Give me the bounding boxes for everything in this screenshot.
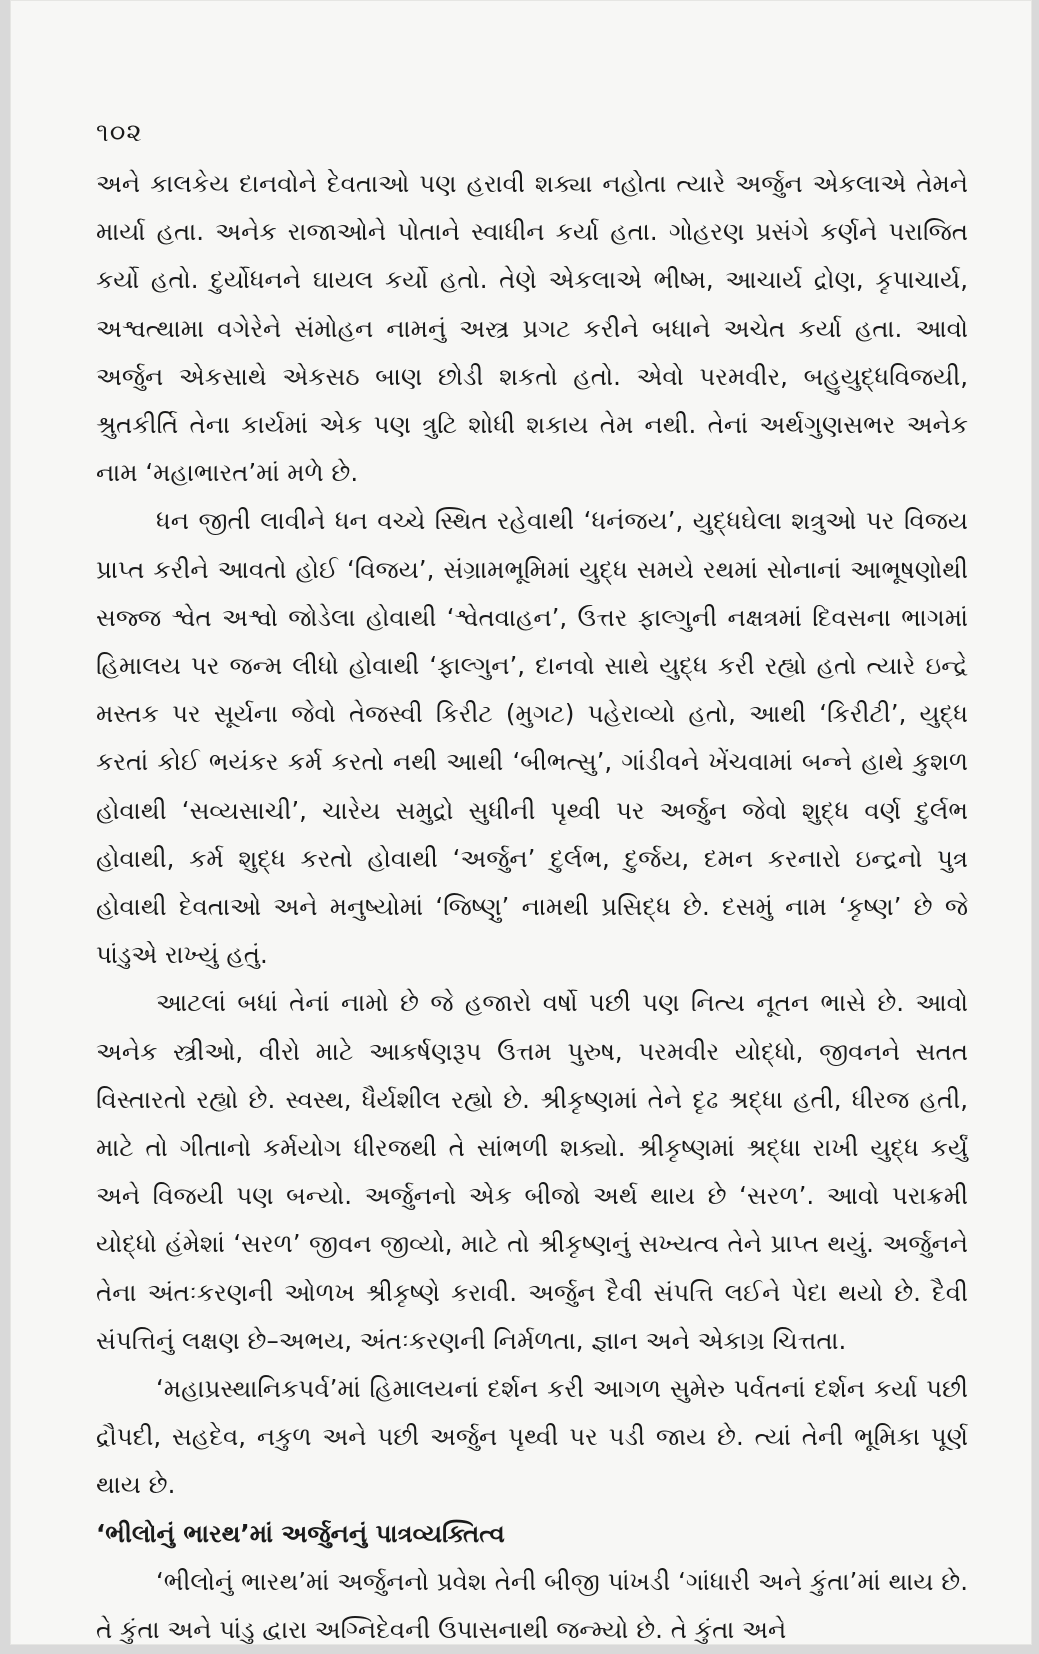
page-number: ૧૦૨ (96, 118, 143, 148)
paragraph-mahaprasthanik-parva: ‘મહાપ્રસ્થાનિકપર્વ’માં હિમાલયનાં દર્શન કરી આગળ સુમેરુ પર્વતનાં દર્શન કર્યા પછી દ્રૌપદી, સહદેવ, નકુળ અને પછી અર્જુન પૃથ્વી પર પડી જાય છે. ત્યાં તેની ભૂમિકા પૂર્ણ થાય છે. (96, 1374, 968, 1500)
paragraph-arjuna-deeds: અને કાલકેય દાનવોને દેવતાઓ પણ હરાવી શક્યા નહોતા ત્યારે અર્જુન એકલાએ તેમને માર્યા હતા. અનેક રાજાઓને પોતાને સ્વાધીન કર્યા હતા. ગોહરણ પ્રસંગે કર્ણને પરાજિત કર્યો હતો. દુર્યોધનને ઘાયલ કર્યો હતો. તેણે એકલાએ ભીષ્મ, આચાર્ય દ્રોણ, કૃપાચાર્ય, અશ્વત્થામા વગેરેને સંમોહન નામનું અસ્ત્ર પ્રગટ કરીને બધાને અચેત કર્યા હતા. આવો અર્જુન એકસાથે એકસઠ બાણ છોડી શકતો હતો. એવો પરમવીર, બહુયુદ્ધવિજયી, શ્રુતકીર્તિ તેના કાર્યમાં એક પણ ત્રુટિ શોધી શકાય તેમ નથી. તેનાં અર્થગુણસભર અનેક નામ ‘મહાભારત’માં મળે છે. (96, 169, 968, 488)
paragraph-arjuna-names: ધન જીતી લાવીને ધન વચ્ચે સ્થિત રહેવાથી ‘ધનંજય’, યુદ્ધઘેલા શત્રુઓ પર વિજય પ્રાપ્ત કરીને આવતો હોઈ ‘વિજય’, સંગ્રામભૂમિમાં યુદ્ધ સમયે રથમાં સોનાનાં આભૂષણોથી સજ્જ શ્વેત અશ્વો જોડેલા હોવાથી ‘શ્વેતવાહન’, ઉત્તર ફાલ્ગુની નક્ષત્રમાં દિવસના ભાગમાં હિમાલય પર જન્મ લીધો હોવાથી ‘ફાલ્ગુન’, દાનવો સાથે યુદ્ધ કરી રહ્યો હતો ત્યારે ઇન્દ્રે મસ્તક પર સૂર્યના જેવો તેજસ્વી કિરીટ (મુગટ) પહેરાવ્યો હતો, આથી ‘કિરીટી’, યુદ્ધ કરતાં કોઈ ભયંકર કર્મ કરતો નથી આથી ‘બીભત્સુ’, ગાંડીવને ખેંચવામાં બન્ને હાથે કુશળ હોવાથી ‘સવ્યસાચી’, ચારેય સમુદ્રો સુધીની પૃથ્વી પર અર્જુન જેવો શુદ્ધ વર્ણ દુર્લભ હોવાથી, કર્મ શુદ્ધ કરતો હોવાથી ‘અર્જુન’ દુર્લભ, દુર્જય, દમન કરનારો ઇન્દ્રનો પુત્ર હોવાથી દેવતાઓ અને મનુષ્યોમાં ‘જિષ્ણુ’ નામથી પ્રસિદ્ધ છે. દસમું નામ ‘કૃષ્ણ’ છે જે પાંડુએ રાખ્યું હતું. (96, 506, 968, 970)
page-text (96, 160, 968, 1654)
book-page (10, 0, 1032, 1645)
paragraph-arjuna-character: આટલાં બધાં તેનાં નામો છે જે હજારો વર્ષો પછી પણ નિત્ય નૂતન ભાસે છે. આવો અનેક સ્ત્રીઓ, વીરો માટે આકર્ષણરૂપ ઉત્તમ પુરુષ, પરમવીર યોદ્ધો, જીવનને સતત વિસ્તારતો રહ્યો છે. સ્વસ્થ, ધૈર્યશીલ રહ્યો છે. શ્રીકૃષ્ણમાં તેને દૃઢ શ્રદ્ધા હતી, ધીરજ હતી, માટે તો ગીતાનો કર્મયોગ ધીરજથી તે સાંભળી શક્યો. શ્રીકૃષ્ણમાં શ્રદ્ધા રાખી યુદ્ધ કર્યું અને વિજયી પણ બન્યો. અર્જુનનો એક બીજો અર્થ થાય છે ‘સરળ’. આવો પરાક્રમી યોદ્ધો હંમેશાં ‘સરળ’ જીવન જીવ્યો, માટે તો શ્રીકૃષ્ણનું સખ્યત્વ તેને પ્રાપ્ત થયું. અર્જુનને તેના અંતઃકરણની ઓળખ શ્રીકૃષ્ણે કરાવી. અર્જુન દૈવી સંપત્તિ લઈને પેદા થયો છે. દૈવી સંપત્તિનું લક્ષણ છે–અભય, અંતઃકરણની નિર્મળતા, જ્ઞાન અને એકાગ્ર ચિત્તતા. (96, 988, 968, 1355)
paragraph-bhilonu-bharath: ‘ભીલોનું ભારથ’માં અર્જુનનો પ્રવેશ તેની બીજી પાંખડી ‘ગાંધારી અને કુંતા’માં થાય છે. તે કુંતા અને પાંડુ દ્વારા અગ્નિદેવની ઉપાસનાથી જન્મ્યો છે. તે કુંતા અને (96, 1566, 968, 1645)
section-heading: ‘ભીલોનું ભારથ’માં અર્જુનનું પાત્રવ્યક્તિત્વ (96, 1518, 505, 1548)
